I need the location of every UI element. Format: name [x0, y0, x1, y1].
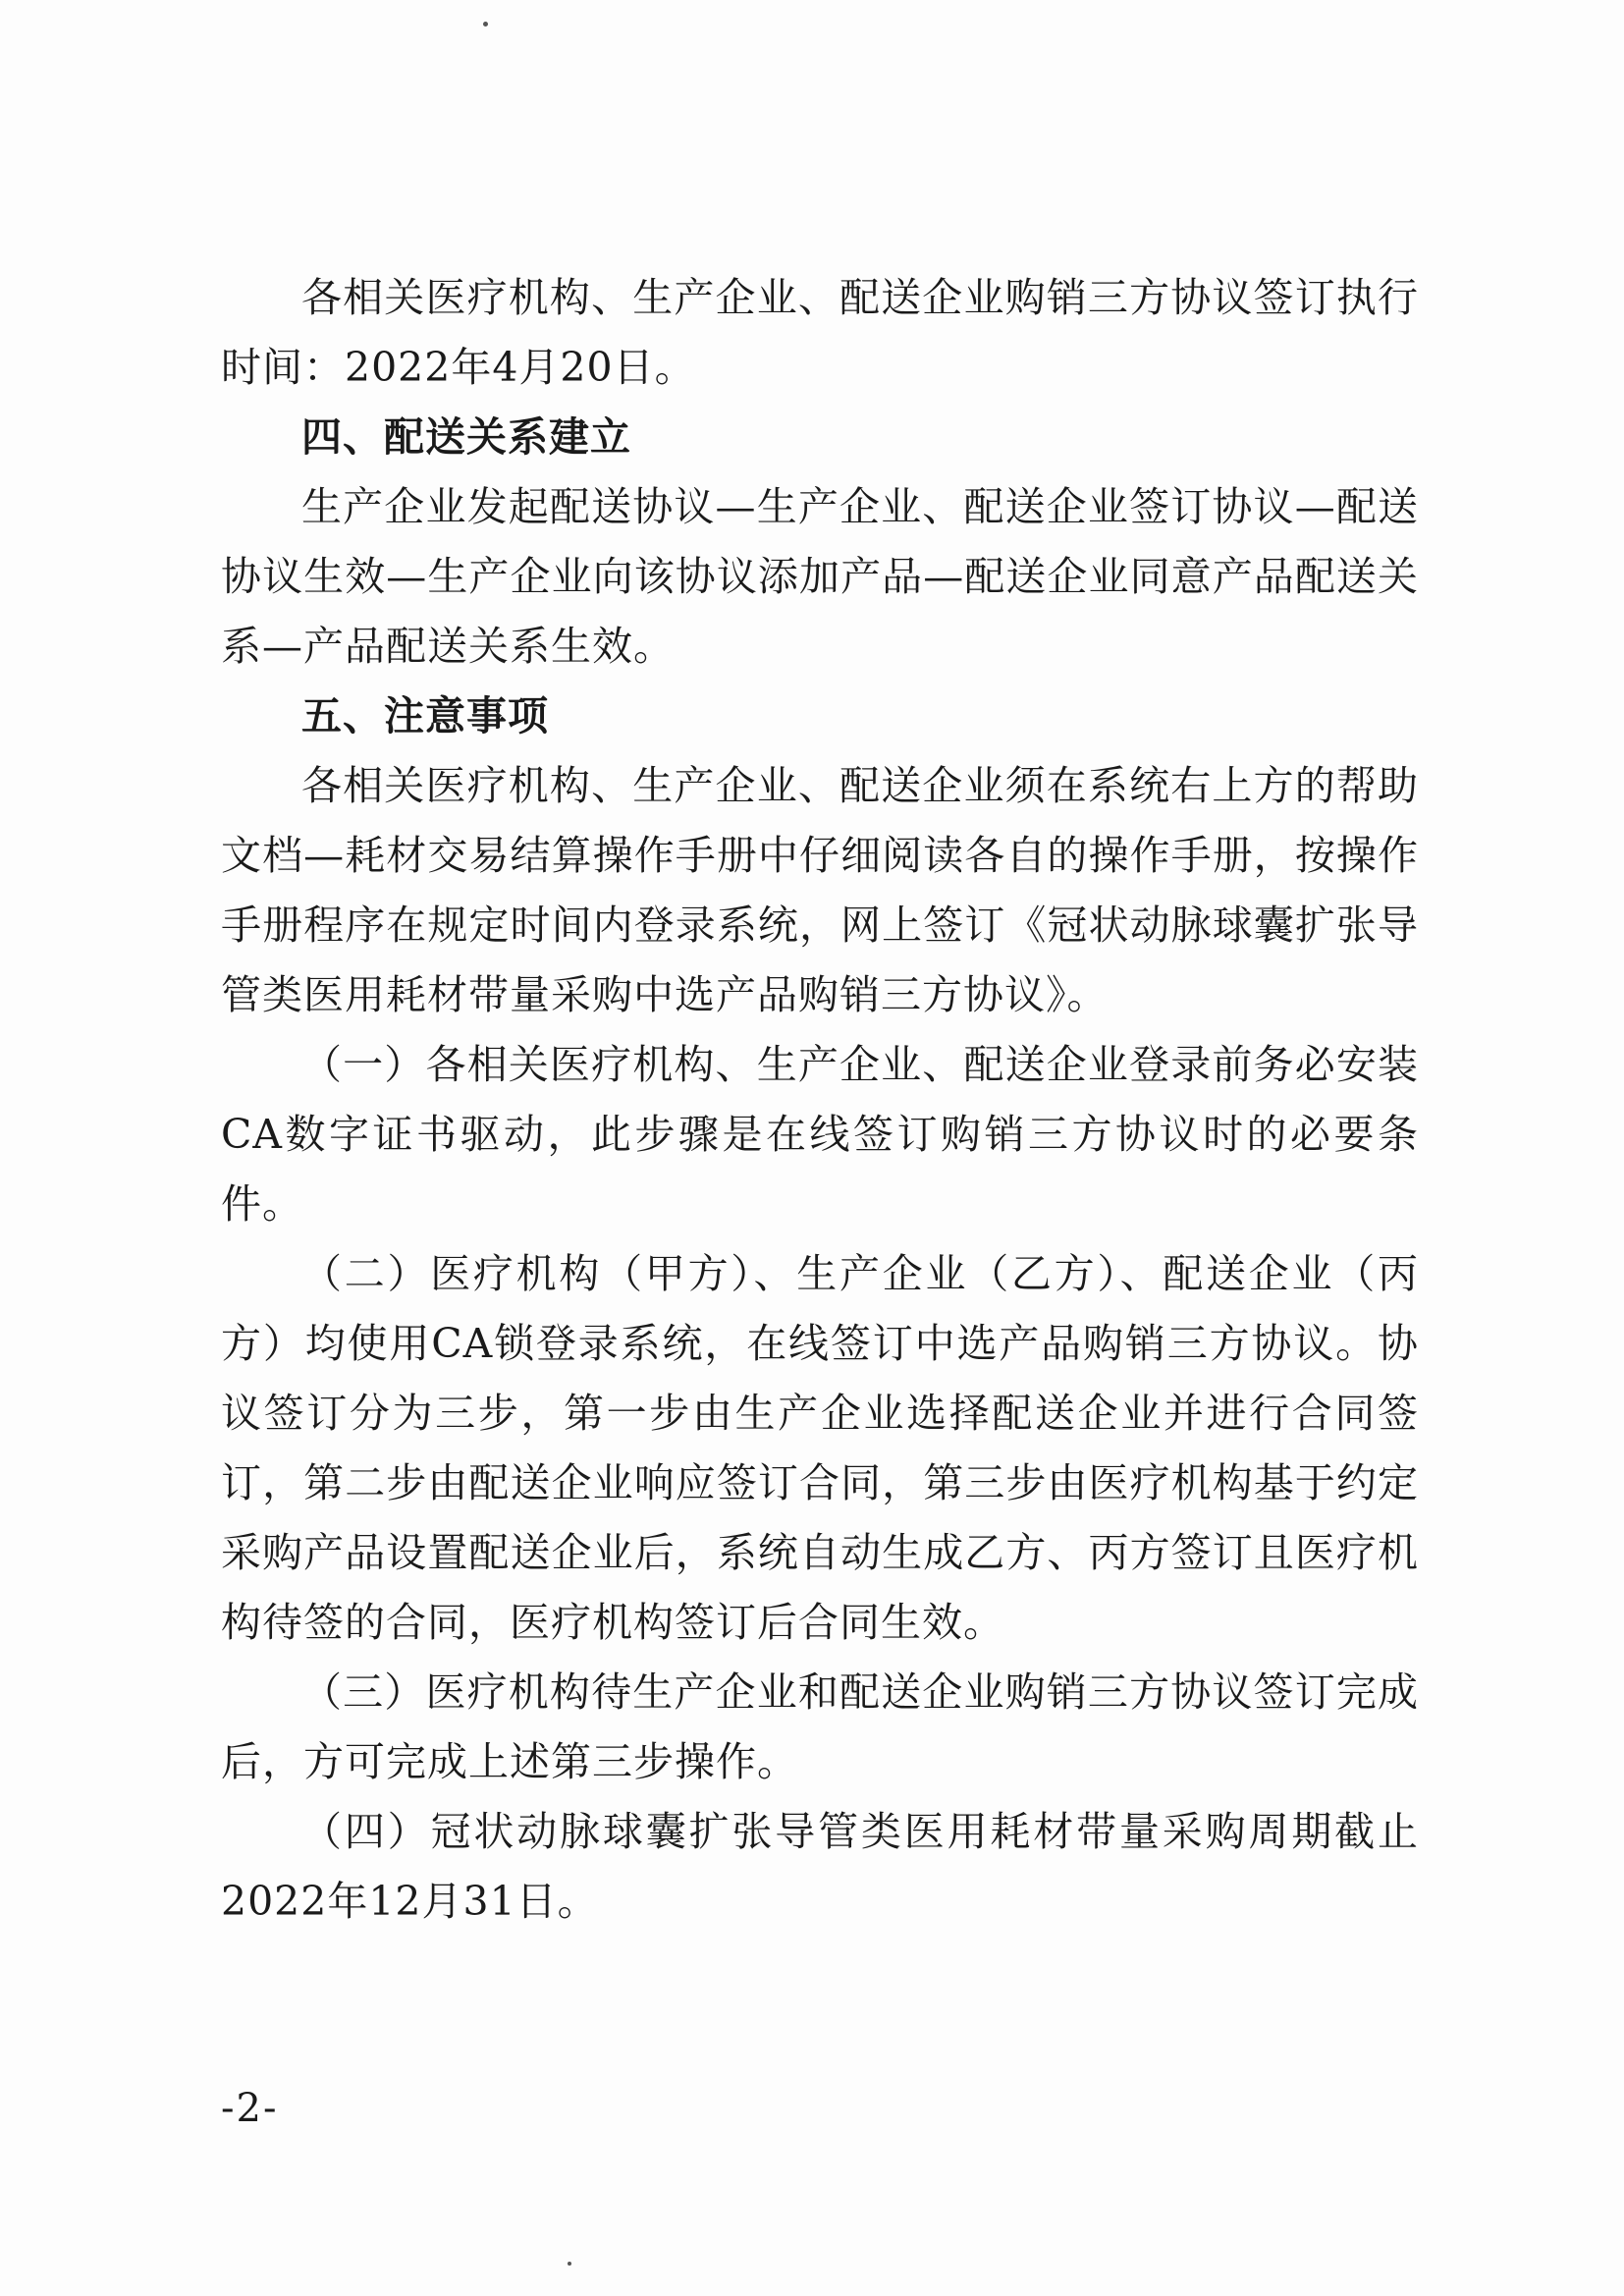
paragraph-note-3: （三）医疗机构待生产企业和配送企业购销三方协议签订完成后，方可完成上述第三步操作。	[221, 1668, 1419, 1785]
paragraph-notes-intro: 各相关医疗机构、生产企业、配送企业须在系统右上方的帮助文档—耗材交易结算操作手册中仔细阅读各自的操作手册，按操作手册程序在规定时间内登录系统，网上签订《冠状动脉球囊扩张导管类医用耗材带量采购中选产品购销三方协议》。	[221, 762, 1419, 1018]
scan-speck	[483, 22, 488, 27]
paragraph-note-4: （四）冠状动脉球囊扩张导管类医用耗材带量采购周期截止2022年12月31日。	[221, 1808, 1419, 1925]
paragraph-signing-time: 各相关医疗机构、生产企业、配送企业购销三方协议签订执行时间：2022年4月20日。	[221, 274, 1419, 391]
scan-speck	[568, 2262, 571, 2266]
document-body	[221, 263, 1419, 1937]
paragraph-note-1: （一）各相关医疗机构、生产企业、配送企业登录前务必安装CA数字证书驱动，此步骤是在线签订购销三方协议时的必要条件。	[221, 1041, 1419, 1228]
page-number: -2-	[221, 2086, 279, 2131]
section-heading-notes: 五、注意事项	[301, 692, 549, 739]
paragraph-note-2: （二）医疗机构（甲方）、生产企业（乙方）、配送企业（丙方）均使用CA锁登录系统，在线签订中选产品购销三方协议。协议签订分为三步，第一步由生产企业选择配送企业并进行合同签订，第二步由配送企业响应签订合同，第三步由医疗机构基于约定采购产品设置配送企业后，系统自动生成乙方、丙方签订且医疗机构待签的合同，医疗机构签订后合同生效。	[221, 1250, 1419, 1646]
section-heading-delivery: 四、配送关系建立	[301, 413, 631, 461]
paragraph-delivery-process: 生产企业发起配送协议—生产企业、配送企业签订协议—配送协议生效—生产企业向该协议添加产品—配送企业同意产品配送关系—产品配送关系生效。	[221, 483, 1419, 670]
